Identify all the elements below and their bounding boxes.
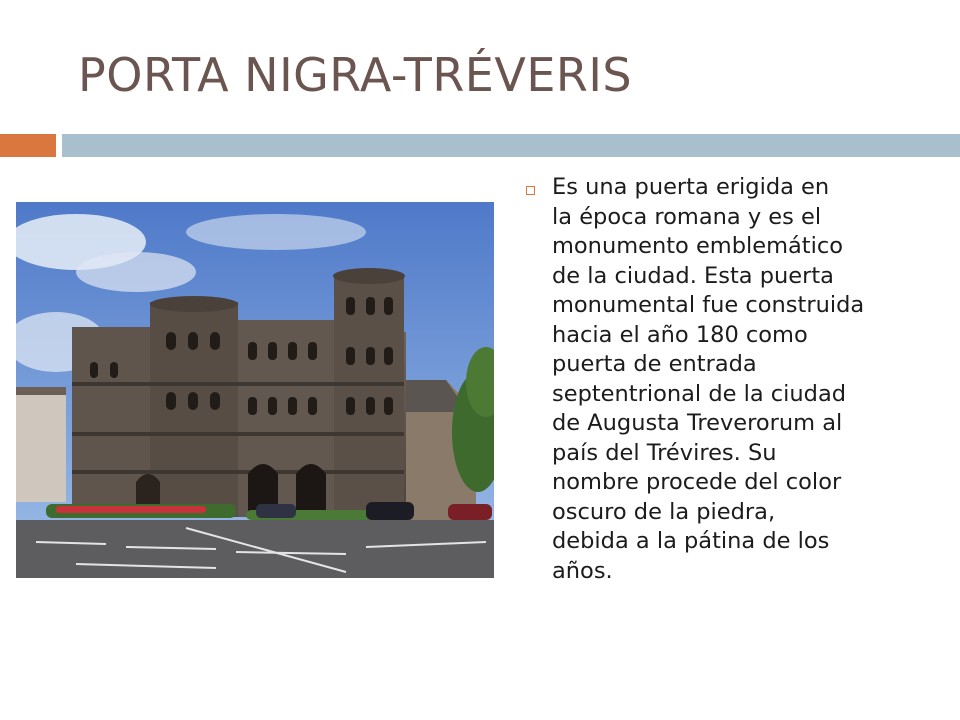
body-line: puerta de entrada bbox=[552, 351, 757, 377]
hollow-square-bullet-icon bbox=[526, 186, 535, 195]
body-line: la época romana y es el bbox=[552, 203, 822, 230]
body-line: oscuro de la piedra, bbox=[552, 498, 776, 525]
body-line: hacia el año 180 como bbox=[552, 321, 808, 348]
body-line: nombre procede del color bbox=[552, 469, 842, 495]
body-line: de Augusta Treverorum al bbox=[552, 410, 843, 436]
body-line: de la ciudad. Esta puerta bbox=[552, 262, 834, 289]
accent-bar-blue bbox=[62, 134, 960, 157]
body-line: país del Trévires. Su bbox=[552, 439, 777, 466]
body-line: septentrional de la ciudad bbox=[552, 380, 847, 407]
body-line: Es una puerta erigida en bbox=[552, 174, 830, 200]
body-line: monumental fue construida bbox=[552, 292, 865, 318]
body-line: años. bbox=[552, 557, 613, 584]
accent-bar-orange bbox=[0, 134, 56, 157]
body-line: monumento emblemático bbox=[552, 233, 844, 259]
slide-title: PORTA NIGRA-TRÉVERIS bbox=[78, 48, 633, 102]
porta-nigra-photo bbox=[16, 202, 494, 578]
body-text bbox=[552, 173, 922, 586]
body-line: debida a la pátina de los bbox=[552, 528, 830, 554]
